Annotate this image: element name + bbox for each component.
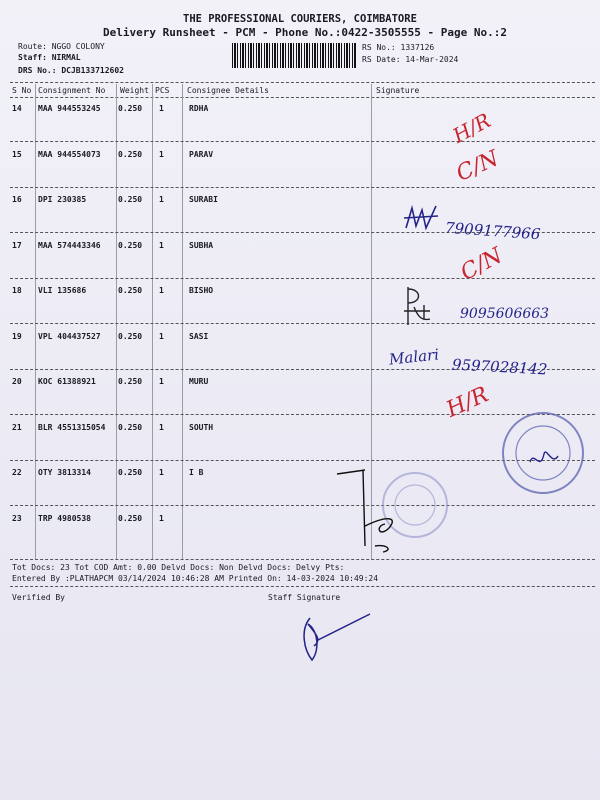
cell-pcs: 1: [159, 331, 164, 341]
cell-sno: 17: [12, 240, 22, 250]
handwritten-phone: 9095606663: [460, 306, 550, 322]
handwritten-hr-note: H/R: [442, 382, 493, 423]
verified-by-label: Verified By: [12, 593, 65, 602]
cell-consignee: BISHO: [189, 286, 214, 295]
cell-consignment: TRP 4980538: [38, 513, 91, 523]
cell-consignment: DPI 230385: [38, 195, 87, 204]
cell-sno: 19: [12, 331, 22, 341]
handwritten-phone: 7909177966: [444, 218, 541, 244]
handwritten-cn-note: C/N: [452, 146, 503, 187]
row-divider: [10, 141, 595, 142]
cell-pcs: 1: [159, 422, 164, 432]
staff-signature-label: Staff Signature: [268, 593, 341, 602]
column-rule: [35, 84, 36, 560]
cell-consignment: VPL 404437527: [38, 331, 101, 341]
cell-weight: 0.250: [118, 240, 143, 250]
col-sno: S No: [12, 86, 32, 95]
drs-number: DRS No.: DCJB133712602: [18, 66, 124, 75]
column-rule: [116, 84, 117, 560]
col-pcs: PCS: [155, 86, 170, 95]
divider: [10, 559, 595, 560]
cell-sno: 22: [12, 468, 22, 477]
cell-weight: 0.250: [118, 149, 143, 159]
signature-scribble: [402, 204, 442, 234]
cell-pcs: 1: [159, 513, 164, 523]
cell-sno: 14: [12, 104, 22, 113]
col-consignee: Consignee Details: [187, 86, 269, 95]
cell-pcs: 1: [159, 104, 164, 113]
cell-consignee: RDHA: [189, 104, 209, 113]
cell-sno: 15: [12, 149, 22, 159]
cell-consignment: MAA 574443346: [38, 240, 101, 250]
divider: [10, 586, 595, 587]
rubber-stamp-seal: [500, 410, 586, 496]
cell-weight: 0.250: [118, 286, 143, 295]
row-divider: [10, 323, 595, 324]
cell-weight: 0.250: [118, 104, 143, 113]
cell-sno: 20: [12, 377, 22, 386]
cell-weight: 0.250: [118, 331, 143, 341]
cell-consignee: SUBHA: [189, 240, 214, 250]
col-signature: Signature: [376, 86, 420, 95]
divider: [10, 97, 595, 98]
cell-sno: 18: [12, 286, 22, 295]
cell-consignee: I B: [189, 468, 204, 477]
barcode: [232, 43, 356, 68]
totals-line: Tot Docs: 23 Tot COD Amt: 0.00 Delvd Docs: Non Delvd Docs: Delvy Pts:: [12, 563, 345, 572]
staff-signature: [292, 610, 372, 670]
handwritten-hr-note: H/R: [448, 108, 495, 148]
cell-sno: 21: [12, 422, 22, 432]
cell-weight: 0.250: [118, 377, 143, 386]
cell-weight: 0.250: [118, 468, 143, 477]
runsheet-title: Delivery Runsheet - PCM - Phone No.:0422-3505555 - Page No.:2: [103, 26, 507, 39]
signature-scribble: [400, 285, 440, 329]
cell-consignment: BLR 4551315054: [38, 422, 106, 432]
cell-consignee: SASI: [189, 331, 209, 341]
entered-by: Entered By :PLATHAPCM 03/14/2024 10:46:28 AM Printed On: 14-03-2024 10:49:24: [12, 574, 379, 583]
col-consignment: Consignment No: [38, 86, 106, 95]
handwritten-phone: 9597028142: [451, 355, 548, 379]
cell-pcs: 1: [159, 377, 164, 386]
signature-scribble: [335, 466, 405, 556]
cell-pcs: 1: [159, 240, 164, 250]
cell-consignment: OTY 3813314: [38, 468, 91, 477]
row-divider: [10, 505, 595, 506]
cell-weight: 0.250: [118, 422, 143, 432]
divider: [10, 82, 595, 83]
cell-pcs: 1: [159, 195, 164, 204]
cell-sno: 16: [12, 195, 22, 204]
column-rule: [152, 84, 153, 560]
cell-sno: 23: [12, 513, 22, 523]
cell-consignment: MAA 944553245: [38, 104, 101, 113]
cell-weight: 0.250: [118, 195, 143, 204]
handwritten-name: Malari: [388, 345, 440, 369]
company-name: THE PROFESSIONAL COURIERS, COIMBATORE: [183, 13, 417, 25]
cell-consignment: KOC 61388921: [38, 377, 96, 386]
cell-consignee: SOUTH: [189, 422, 214, 432]
route: Route: NGGO COLONY: [18, 42, 105, 51]
handwritten-cn-note: C/N: [456, 243, 507, 286]
cell-pcs: 1: [159, 149, 164, 159]
col-weight: Weight: [120, 86, 149, 95]
staff: Staff: NIRMAL: [18, 53, 81, 62]
cell-consignee: PARAV: [189, 149, 214, 159]
cell-consignment: MAA 944554073: [38, 149, 101, 159]
cell-consignee: SURABI: [189, 195, 218, 204]
cell-pcs: 1: [159, 286, 164, 295]
rs-number: RS No.: 1337126: [362, 43, 435, 52]
row-divider: [10, 187, 595, 188]
cell-consignee: MURU: [189, 377, 209, 386]
cell-pcs: 1: [159, 468, 164, 477]
cell-weight: 0.250: [118, 513, 143, 523]
rs-date: RS Date: 14-Mar-2024: [362, 55, 459, 64]
cell-consignment: VLI 135686: [38, 286, 87, 295]
column-rule: [182, 84, 183, 560]
row-divider: [10, 278, 595, 279]
